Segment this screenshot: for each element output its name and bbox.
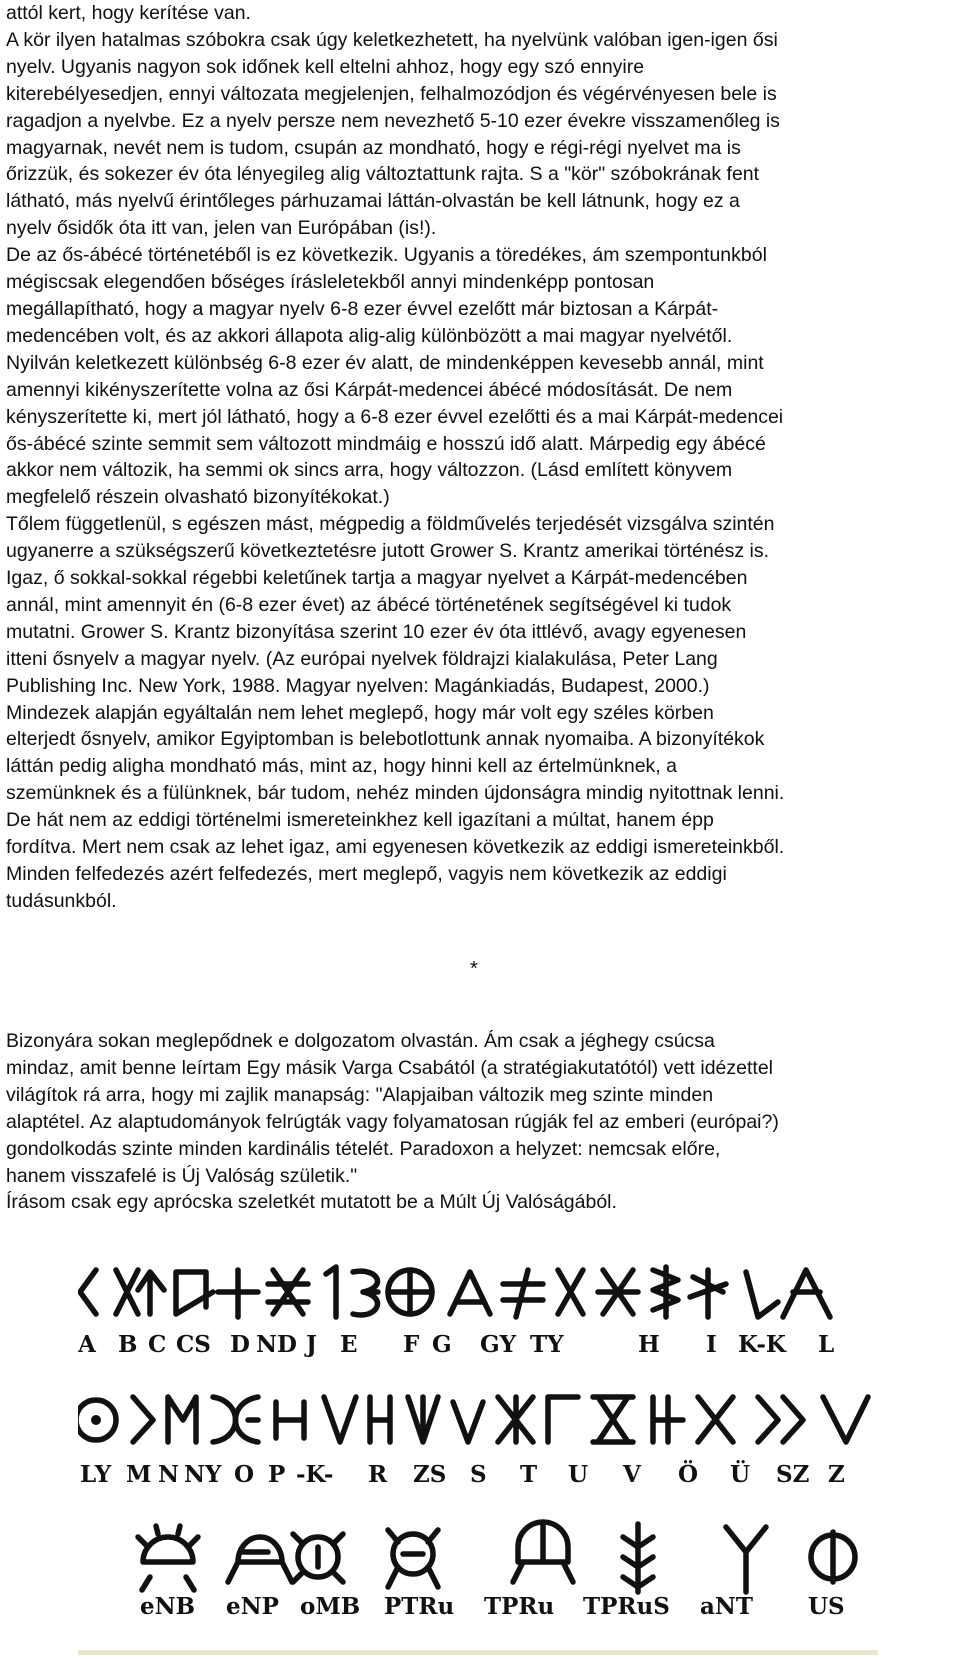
label-enb: eNB	[140, 1593, 196, 1620]
body-line: annál, mint amennyit én (6-8 ezer évet) az ábécé történetének segítségével ki tudok	[6, 593, 732, 616]
label-u: U	[568, 1461, 589, 1488]
label-g: G	[432, 1331, 452, 1358]
section-separator: *	[470, 958, 478, 980]
figure-bottom-border	[78, 1650, 878, 1655]
body-line: kényszerítette ki, mert jól látható, hogy a 6-8 ezer évvel ezelőtti és a mai Kárpát-medencei	[6, 405, 784, 428]
label-k-k: K-K	[738, 1331, 786, 1358]
body-line: magyarnak, nevét nem is tudom, csupán az mondható, hogy e régi-régi nyelvet ma is	[6, 136, 741, 159]
body-line: őrizzük, és sokezer év óta lényegileg alig változtattunk rajta. S a "kör" szóbokrának fent	[6, 163, 760, 186]
body-line: megállapítható, hogy a magyar nyelv 6-8 ezer évvel ezelőtt már biztosan a Kárpát-	[6, 297, 719, 320]
body-line: attól kert, hogy kerítése van.	[6, 2, 251, 24]
body-line: kiterebélyesedjen, ennyi változata megjelenjen, felhalmozódjon és végérvényesen bele is	[6, 82, 777, 105]
closing-line: Írásom csak egy aprócska szeletkét mutatott be a Múlt Új Valóságából.	[6, 1191, 617, 1214]
body-line: Tőlem függetlenül, s egészen mást, mégpedig a földművelés terjedését vizsgálva szintén	[6, 513, 775, 536]
label-e: E	[340, 1331, 358, 1358]
body-line: Publishing Inc. New York, 1988. Magyar nyelven: Magánkiadás, Budapest, 2000.)	[6, 674, 710, 697]
body-line: Mindezek alapján egyáltalán nem lehet meglepő, hogy már volt egy széles körben	[6, 701, 714, 724]
label-p: P	[268, 1461, 286, 1488]
closing-line: világítok rá arra, hogy mi zajlik manapság: "Alapjaiban változik meg szinte minden	[6, 1083, 714, 1106]
closing-text	[6, 1028, 956, 1216]
label-s: S	[470, 1461, 487, 1488]
body-line: mégiscsak elegendően bőséges írásleletekből annyi mindenképp pontosan	[6, 271, 655, 294]
body-line: De az ős-ábécé történetéből is ez következik. Ugyanis a töredékes, ám szempontunkból	[6, 244, 767, 267]
alphabet-glyph-chart	[78, 1262, 908, 1652]
label-omb: oMB	[300, 1593, 361, 1620]
label-r: R	[368, 1461, 388, 1488]
label-v: V	[623, 1461, 641, 1488]
ancient-alphabet-figure	[78, 1262, 908, 1652]
closing-line: mindaz, amit benne leírtam Egy másik Varga Csabától (a stratégiakutatótól) vett idézettel	[6, 1056, 774, 1079]
label-h: H	[638, 1331, 660, 1358]
body-line: akkor nem változik, ha semmi ok sincs arra, hogy változzon. (Lásd említett könyvem	[6, 459, 733, 482]
body-line: láttán pedig aligha mondható más, mint az, hogy hinni kell az értelmünknek, a	[6, 755, 677, 778]
label-a: A	[78, 1331, 96, 1358]
body-line: nyelv. Ugyanis nagyon sok időnek kell eltelni ahhoz, hogy egy szó ennyire	[6, 55, 645, 78]
label-o-umlaut: Ö	[678, 1461, 699, 1488]
label-l: L	[818, 1331, 835, 1358]
body-line: látható, más nyelvű érintőleges párhuzamai láttán-olvastán be kell látnunk, hogy ez a	[6, 190, 740, 213]
label-minus-k: -K-	[296, 1461, 334, 1488]
body-line: De hát nem az eddigi történelmi ismereteinkhez kell igazítani a múltat, hanem épp	[6, 809, 714, 832]
label-ptru: PTRu	[384, 1593, 455, 1620]
label-tpru: TPRu	[484, 1593, 555, 1620]
body-line: mutatni. Grower S. Krantz bizonyítása szerint 10 ezer év óta ittlévő, avagy egyenesen	[6, 620, 747, 643]
labels-row-2	[80, 1460, 845, 1488]
label-c: C	[148, 1331, 167, 1358]
body-line: A kör ilyen hatalmas szóbokra csak úgy keletkezhetett, ha nyelvünk valóban igen-igen ősi	[6, 28, 778, 51]
label-zs: ZS	[413, 1461, 447, 1488]
label-b: B	[118, 1331, 138, 1358]
body-line: Nyilván keletkezett különbség 6-8 ezer év alatt, de mindenképpen kevesebb annál, mint	[6, 351, 764, 374]
label-n: N	[158, 1461, 180, 1488]
glyph-row-2	[78, 1397, 868, 1442]
body-line: elterjedt ősnyelv, amikor Egyiptomban is belebotlottunk annak nyomaiba. A bizonyítékok	[6, 728, 765, 751]
label-u-umlaut: Ü	[730, 1461, 751, 1488]
label-m: M	[126, 1461, 152, 1488]
body-line: ragadjon a nyelvbe. Ez a nyelv persze nem nevezhető 5-10 ezer évekre visszamenőleg is	[6, 109, 780, 132]
body-text	[6, 0, 956, 915]
body-line: fordítva. Mert nem csak az lehet igaz, ami egyenesen következik az eddigi ismereteinkből.	[6, 836, 785, 859]
label-ant: aNT	[700, 1593, 754, 1620]
labels-row-1	[78, 1331, 834, 1358]
body-line: ugyanerre a szükségszerű következtetésre jutott Grower S. Krantz amerikai történész is.	[6, 540, 769, 563]
body-line: nyelv ősidők óta itt van, jelen van Európában (is!).	[6, 217, 437, 240]
glyph-row-3	[138, 1522, 855, 1592]
body-line: amennyi kikényszerítette volna az ősi Kárpát-medencei ábécé módosítását. De nem	[6, 378, 733, 401]
label-nd: ND	[256, 1331, 297, 1358]
label-f: F	[403, 1331, 420, 1358]
body-line: szemünknek és a fülünknek, bár tudom, nehéz minden újdonságra mindig nyitottnak lenni.	[6, 782, 785, 805]
closing-line: gondolkodás szinte minden kardinális tételét. Paradoxon a helyzet: nemcsak előre,	[6, 1137, 721, 1160]
body-line: tudásunkból.	[6, 889, 117, 912]
labels-row-3	[140, 1593, 845, 1620]
label-z: Z	[828, 1461, 845, 1488]
closing-line: hanem visszafelé is Új Valóság születik."	[6, 1164, 358, 1187]
label-i: I	[706, 1331, 717, 1358]
label-ty: TY	[530, 1331, 564, 1358]
label-t: T	[520, 1461, 538, 1488]
label-us: US	[808, 1593, 845, 1620]
label-cs: CS	[176, 1331, 211, 1358]
closing-line: Bizonyára sokan meglepődnek e dolgozatom olvastán. Ám csak a jéghegy csúcsa	[6, 1030, 715, 1052]
label-tprus: TPRuS	[583, 1593, 670, 1620]
label-d: D	[230, 1331, 250, 1358]
body-line: Minden felfedezés azért felfedezés, mert meglepő, vagyis nem következik az eddigi	[6, 863, 727, 885]
label-o: O	[234, 1461, 255, 1488]
glyph-row-1	[80, 1267, 830, 1317]
label-enp: eNP	[226, 1593, 279, 1620]
body-line: Igaz, ő sokkal-sokkal régebbi keletűnek tartja a magyar nyelvet a Kárpát-medencében	[6, 567, 748, 590]
label-sz: SZ	[776, 1461, 810, 1488]
closing-line: alaptétel. Az alaptudományok felrúgták vagy folyamatosan rúgják fel az emberi (európai?)	[6, 1110, 779, 1133]
label-ly: LY	[80, 1461, 112, 1488]
body-line: medencében volt, és az akkori állapota alig-alig különbözött a mai magyar nyelvétől.	[6, 324, 733, 347]
body-line: megfelelő részein olvasható bizonyítékokat.)	[6, 486, 390, 509]
body-line: ős-ábécé szinte semmit sem változott mindmáig e hosszú idő alatt. Márpedig egy ábécé	[6, 432, 766, 455]
label-gy: GY	[480, 1331, 517, 1358]
label-j: J	[306, 1331, 317, 1358]
body-line: itteni ősnyelv a magyar nyelv. (Az európai nyelvek földrajzi kialakulása, Peter Lang	[6, 647, 718, 670]
label-ny: NY	[184, 1461, 222, 1488]
